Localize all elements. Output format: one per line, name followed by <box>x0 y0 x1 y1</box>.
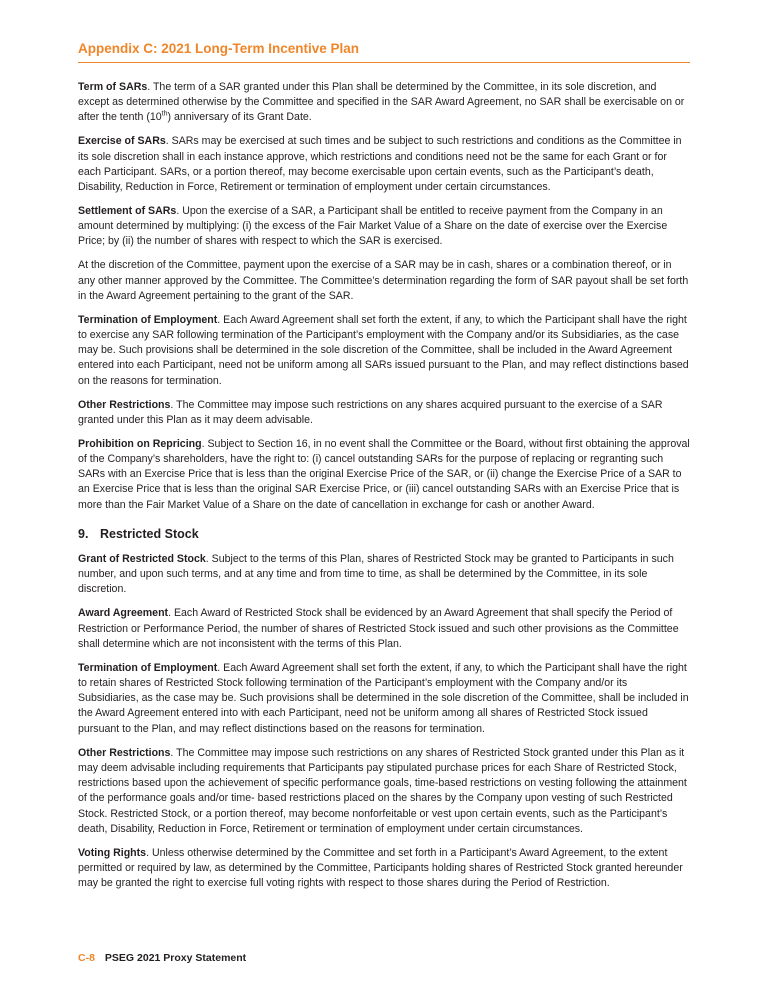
paragraph-term: Voting Rights <box>78 846 147 859</box>
paragraph-text: . Each Award Agreement shall set forth the extent, if any, to which the Participant shall have the right to exercise any SAR following termination of the Participant’s employment with the Company and/or its Subsidiaries, as the case may be. Such provisions shall be determined in the sole discretion of the Committee, shall be included in the Award Agreement entered into each Participant, need not be uniform among all SARs issued pursuant to the Plan, and may reflect distinctions based on the reasons for termination. <box>78 313 689 387</box>
section-title: Restricted Stock <box>100 526 199 541</box>
paragraph-grant-of-restricted-stock <box>78 552 690 598</box>
paragraph-prohibition-on-repricing <box>78 437 690 513</box>
paragraph-text: . Subject to the terms of this Plan, shares of Restricted Stock may be granted to Participants in such number, and upon such terms, and at any time and from time to time, as shall be determined by the Committee, in its sole discretion. <box>78 553 674 596</box>
paragraph-term: Exercise of SARs <box>78 135 166 148</box>
paragraph-text: . Upon the exercise of a SAR, a Participant shall be entitled to receive payment from the Company in an amount determined by multiplying: (i) the excess of the Fair Market Value of a Share on the date of exercise over the Exercise Price; by (ii) the number of shares with respect to which the SAR is exercised. <box>78 205 668 248</box>
paragraph-sar-payment-discretion <box>78 258 690 304</box>
paragraph-text: . The Committee may impose such restrictions on any shares acquired pursuant to the exercise of a SAR granted under this Plan as it may deem advisable. <box>78 398 663 426</box>
paragraph-term: Settlement of SARs <box>78 205 177 218</box>
paragraph-text: ) anniversary of its Grant Date. <box>167 111 312 124</box>
page-number: C-8 <box>78 952 95 964</box>
paragraph-term: Award Agreement <box>78 607 169 620</box>
paragraph-term: Prohibition on Repricing <box>78 437 202 450</box>
paragraph-term: Other Restrictions <box>78 746 171 759</box>
paragraph-sar-other-restrictions <box>78 398 690 428</box>
paragraph-text: . The Committee may impose such restrictions on any shares of Restricted Stock granted under this Plan as it may deem advisable including requirements that Participants pay stipulated purchase prices for each Share of Restricted Stock, restrictions based upon the achievement of specific performance goals, time-based restrictions on vesting following the attainment of the performance goals and/or time- based restrictions placed on the shares by the Company upon vesting of such Restricted Stock. Restricted Stock, or a portion thereof, may become nonforfeitable or vest upon certain events, such as the Participant’s death, Disability, Reduction in Force, Retirement or termination of employment under certain circumstances. <box>78 746 687 835</box>
paragraph-term: Termination of Employment <box>78 661 218 674</box>
paragraph-term-of-sars <box>78 80 690 126</box>
paragraph-term: Termination of Employment <box>78 313 218 326</box>
paragraph-text: . The term of a SAR granted under this Plan shall be determined by the Committee, in its sole discretion, and except as determined otherwise by the Committee and specified in the SAR Award Agreement, no SAR shall be exercisable on or after the tenth (10 <box>78 81 685 124</box>
paragraph-text: At the discretion of the Committee, payment upon the exercise of a SAR may be in cash, shares or a combination thereof, or in any other manner approved by the Committee. The Committee’s determination regarding the form of SAR payout shall be set forth in the Award Agreement pertaining to the grant of the SAR. <box>78 259 689 302</box>
paragraph-settlement-of-sars <box>78 204 690 250</box>
page-content <box>78 80 690 900</box>
paragraph-rs-termination-of-employment <box>78 661 690 737</box>
paragraph-text: . Each Award Agreement shall set forth the extent, if any, to which the Participant shall have the right to retain shares of Restricted Stock following termination of the Participant’s employment with the Company and/or its Subsidiaries, as the case may be. Such provisions shall be determined in the sole discretion of the Committee, shall be included in the Award Agreement entered into with each Participant, need not be uniform among all shares of Restricted Stock issued pursuant to the Plan, and may reflect distinctions based on the reasons for termination. <box>78 661 689 735</box>
superscript: th <box>161 110 168 118</box>
section-heading-restricted-stock <box>78 527 690 542</box>
page-footer <box>78 952 246 964</box>
paragraph-award-agreement <box>78 606 690 652</box>
paragraph-term: Term of SARs <box>78 81 148 93</box>
page-header: Appendix C: 2021 Long-Term Incentive Plan <box>78 41 690 63</box>
paragraph-text: . Unless otherwise determined by the Committee and set forth in a Participant’s Award Agreement, to the extent permitted or required by law, as determined by the Committee, Participants holding shares of Restricted Stock granted hereunder may be granted the right to exercise full voting rights with respect to those shares during the Period of Restriction. <box>78 846 683 890</box>
paragraph-voting-rights <box>78 846 690 892</box>
paragraph-sar-termination-of-employment <box>78 313 690 389</box>
paragraph-text: . SARs may be exercised at such times and be subject to such restrictions and conditions as the Committee in its sole discretion shall in each instance approve, which restrictions and conditions need not be the same for each Grant or for each Participant. SARs, or a portion thereof, may become exercisable upon certain events, such as the Participant’s death, Disability, Reduction in Force, Retirement or termination of employment under certain circumstances. <box>78 135 682 194</box>
paragraph-text: . Each Award of Restricted Stock shall be evidenced by an Award Agreement that shall specify the Period of Restriction or Performance Period, the number of shares of Restricted Stock issued and such other provisions as the Committee shall determine which are not inconsistent with the terms of this Plan. <box>78 607 679 650</box>
document-title: PSEG 2021 Proxy Statement <box>104 952 247 964</box>
paragraph-term: Other Restrictions <box>78 398 171 411</box>
paragraph-rs-other-restrictions <box>78 746 690 837</box>
section-number: 9. <box>78 526 89 541</box>
paragraph-term: Grant of Restricted Stock <box>78 553 206 566</box>
paragraph-exercise-of-sars <box>78 134 690 195</box>
paragraph-text: . Subject to Section 16, in no event shall the Committee or the Board, without first obtaining the approval of the Company’s shareholders, have the right to: (i) cancel outstanding SARs for the purpose of replacing or regranting such SARs with an Exercise Price that is less than the original Exercise Price of the SAR, or (ii) change the Exercise Price of a SAR to an Exercise Price that is less than the original SAR Exercise Price, or (iii) cancel outstanding SARs with an Exercise Price that is more than the Fair Market Value of a Share on the date of cancellation in exchange for cash or another Award. <box>78 437 690 511</box>
